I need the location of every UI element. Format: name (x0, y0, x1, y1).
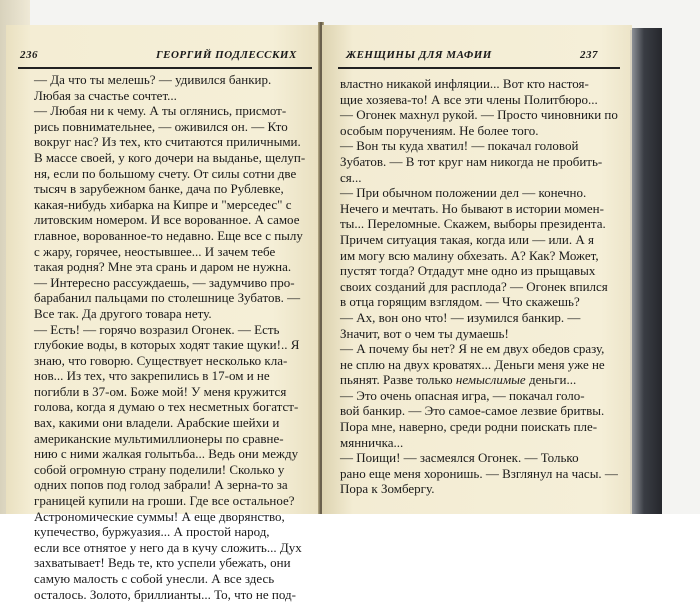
text-line: захватывает! Ведь те, кто успели убежать, они (34, 555, 291, 571)
text-line: нов... Из тех, что закрепились в 17-ом и не (34, 368, 270, 384)
text-line: пустят тогда? Отдадут мне одно из прыщавых (340, 263, 596, 279)
text-line: — Огонек махнул рукой. — Просто чиновники по (340, 107, 618, 123)
text-line: щие хозяева-то! А все эти члены Политбюро... (340, 91, 598, 107)
text-line: своих созданий для расплода? — Огонек впился (340, 278, 608, 294)
text-line: если все отнятое у него да в кучу сложить... Дух (34, 539, 302, 555)
text-line: вой банкир. — Это самое-самое лезвие бритвы. (340, 403, 605, 419)
right-header-rule (338, 67, 620, 69)
text-line: литовским номером. И все ворованное. А самое (34, 212, 300, 228)
text-line: Нечего и мечтать. Но бывают в истории момен- (340, 200, 604, 216)
text-line: нию с ними жалкая голытьба... Ведь они между (34, 446, 299, 462)
text-line: собой огромную страну поделили! Сколько у (34, 461, 285, 477)
text-line: Пора к Зомбергу. (340, 481, 435, 497)
left-page-number: 236 (20, 49, 38, 61)
text-line: Пора мне, наверно, среди родни поискать пле- (340, 419, 598, 435)
text-line: ня, если по большому счету. От силы сотни две (34, 165, 297, 181)
text-line: вокруг нас? Из тех, кто считаются приличными. (34, 134, 301, 150)
text-line: ты... Переломные. Скажем, выборы президента. (340, 216, 606, 232)
text-line: какая-нибудь хибарка на Кипре и "мерседес" с (34, 196, 292, 212)
text-line: не сплю на двух кроватях... Деньги меня уже не (340, 356, 605, 372)
text-line-mixed (340, 372, 618, 388)
left-body-text (34, 72, 305, 602)
text-line: самую малость с собой унесли. А все здесь (34, 571, 275, 586)
text-line: — А почему бы нет? Я не ем двух обедов сразу, (340, 341, 605, 357)
text-line: — Любая ни к чему. А ты оглянись, присмот- (34, 103, 287, 119)
right-page-number: 237 (580, 49, 598, 61)
right-body-text (340, 76, 618, 497)
text-line: им могу всю малину обхезать. А? Как? Может, (340, 247, 599, 263)
text-line: голова, когда я думаю о тех несметных богатст- (34, 399, 299, 415)
text-line: глубокие воды, в которых ходят такие щуки!.. Я (34, 337, 300, 353)
text-line: особым поручениям. Не более того. (340, 122, 539, 138)
left-header-rule (18, 67, 312, 69)
text-line: рись повнимательнее, — оживился он. — Кто (34, 118, 288, 134)
text-line: в отца горящим взглядом. — Что скажешь? (340, 294, 580, 310)
text-line: главное, ворованное-то недавно. Еще все с пылу (34, 227, 303, 243)
text-line: Астрономические суммы! А еще дворянство, (34, 508, 285, 524)
text-line: вах, какими они владели. Арабские шейхи и (34, 415, 280, 431)
text-line: американские мультимиллионеры по сравне- (34, 430, 284, 446)
text-line: мянничка... (340, 434, 404, 450)
text-line: купечество, буржуазия... А простой народ, (34, 524, 270, 540)
right-running-header: ЖЕНЩИНЫ ДЛЯ МАФИИ (346, 49, 492, 61)
left-running-header: ГЕОРГИЙ ПОДЛЕССКИХ (156, 49, 297, 61)
text-line: тысяч в зарубежном банке, дача по Рублевке, (34, 181, 284, 197)
text-line: погибли в 37-ом. Боже мой! У меня кружится (34, 383, 287, 399)
text-line: — Это очень опасная игра, — покачал голо- (340, 387, 585, 403)
text-line: Любая за счастье сочтет... (34, 87, 177, 103)
text-segment: пьянят. Разве только (340, 372, 456, 388)
text-line: ся... (340, 169, 362, 185)
text-line: осталось. Золото, бриллианты... То, что не под- (34, 586, 296, 602)
text-line: В массе своей, у кого дочери на выданье, щелуп- (34, 149, 306, 165)
text-line: властно никакой инфляции... Вот кто настоя- (340, 76, 589, 91)
text-line: границей купили на гроши. Где все остальное? (34, 493, 295, 509)
text-line: рано еще меня хоронишь. — Взглянул на часы. — (340, 465, 618, 481)
text-line: Все так. Да другого товара нету. (34, 305, 212, 321)
left-page (6, 25, 320, 602)
text-line: такая родня? Мне эта срань и даром не нужна. (34, 259, 292, 275)
text-line: одних попов под голод забрали! А зерна-то за (34, 477, 288, 493)
book-cover-edge (632, 28, 662, 514)
text-line: с жару, горячее, неостывшее... И зачем тебе (34, 243, 276, 259)
text-line: — Поищи! — засмеялся Огонек. — Только (340, 450, 579, 466)
text-line: — При обычном положении дел — конечно. (340, 185, 587, 201)
text-segment: деньги... (525, 372, 577, 388)
text-line: — Ах, вон оно что! — изумился банкир. — (340, 309, 581, 325)
italic-phrase: немыслимые (455, 372, 526, 388)
text-line: — Есть! — горячо возразил Огонек. — Есть (34, 321, 280, 337)
text-line: — Интересно рассуждаешь, — задумчиво про- (34, 274, 295, 290)
text-line: — Вон ты куда хватил! — покачал головой (340, 138, 579, 154)
text-line: — Да что ты мелешь? — удивился банкир. (34, 72, 272, 87)
text-line: Зубатов. — В тот круг нам никогда не пробить- (340, 153, 603, 169)
text-line: барабанил пальцами по столешнице Зубатов. — (34, 290, 301, 306)
text-line: Причем ситуация такая, когда или — или. А я (340, 231, 594, 247)
text-line: знаю, что говорю. Существует несколько кла- (34, 352, 288, 368)
text-line: Значит, вот о чем ты думаешь! (340, 325, 509, 341)
right-page (322, 25, 632, 514)
